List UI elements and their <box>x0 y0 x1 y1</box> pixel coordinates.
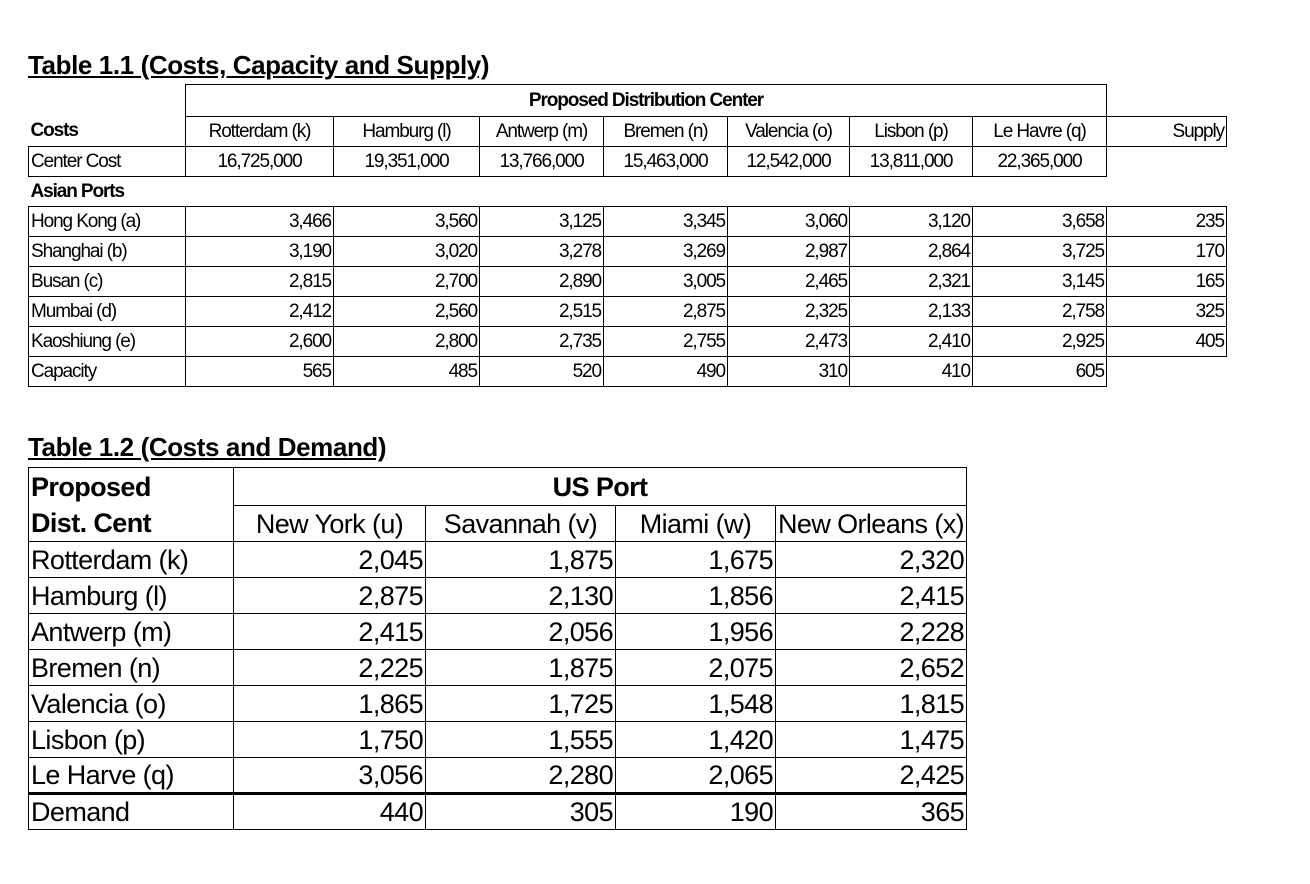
table-cell: 1,548 <box>616 686 776 722</box>
table-cell: 2,560 <box>334 297 480 327</box>
table-cell: 3,060 <box>728 207 850 237</box>
table-cell: 305 <box>426 794 616 830</box>
proposed-distribution-center-header: Proposed Distribution Center <box>186 85 1107 117</box>
table-cell: 2,075 <box>616 650 776 686</box>
table-cell: 2,130 <box>426 578 616 614</box>
row-label: Center Cost <box>29 147 186 177</box>
row-label: Demand <box>29 794 234 830</box>
table-cell: 190 <box>616 794 776 830</box>
table-cell: 2,133 <box>850 297 973 327</box>
table-1-1-caption: Table 1.1 (Costs, Capacity and Supply) <box>28 50 490 80</box>
table-cell: 2,065 <box>616 758 776 794</box>
table-row <box>29 297 1227 327</box>
table-cell: 3,658 <box>973 207 1107 237</box>
table-cell: 12,542,000 <box>728 147 850 177</box>
table-cell: 2,925 <box>973 327 1107 357</box>
table-cell: 2,987 <box>728 237 850 267</box>
table-cell: 520 <box>480 357 604 387</box>
row-label: Valencia (o) <box>29 686 234 722</box>
table-row <box>29 614 967 650</box>
table-cell: 605 <box>973 357 1107 387</box>
table-cell: 1,856 <box>616 578 776 614</box>
row-label: Antwerp (m) <box>29 614 234 650</box>
row-label: Busan (c) <box>29 267 186 297</box>
row-label: Mumbai (d) <box>29 297 186 327</box>
proposed-label: Proposed <box>29 468 234 506</box>
supply-cell: 235 <box>1107 207 1227 237</box>
table-cell: 1,875 <box>426 650 616 686</box>
column-header: Lisbon (p) <box>850 117 973 147</box>
table-cell: 2,415 <box>776 578 967 614</box>
table-cell: 1,725 <box>426 686 616 722</box>
table-cell: 2,600 <box>186 327 334 357</box>
table-cell: 2,465 <box>728 267 850 297</box>
table-cell: 2,056 <box>426 614 616 650</box>
table-cell: 2,225 <box>234 650 426 686</box>
table-cell: 2,515 <box>480 297 604 327</box>
table-cell: 1,815 <box>776 686 967 722</box>
table-cell: 3,120 <box>850 207 973 237</box>
table-cell: 3,005 <box>604 267 728 297</box>
capacity-row <box>29 357 1227 387</box>
table-cell: 3,560 <box>334 207 480 237</box>
table-cell: 1,865 <box>234 686 426 722</box>
row-label: Capacity <box>29 357 186 387</box>
table-cell: 565 <box>186 357 334 387</box>
table-cell: 22,365,000 <box>973 147 1107 177</box>
column-header: New Orleans (x) <box>776 506 967 542</box>
center-cost-row <box>29 147 1227 177</box>
column-header: Antwerp (m) <box>480 117 604 147</box>
row-label: Le Harve (q) <box>29 758 234 794</box>
table-cell: 3,125 <box>480 207 604 237</box>
table-cell: 2,758 <box>973 297 1107 327</box>
costs-demand-table <box>28 467 967 830</box>
table-cell: 16,725,000 <box>186 147 334 177</box>
column-header: Rotterdam (k) <box>186 117 334 147</box>
table-row <box>29 207 1227 237</box>
table-cell: 3,278 <box>480 237 604 267</box>
table-cell: 15,463,000 <box>604 147 728 177</box>
table-cell: 2,412 <box>186 297 334 327</box>
table-cell: 1,555 <box>426 722 616 758</box>
table-cell: 3,345 <box>604 207 728 237</box>
table-cell: 2,473 <box>728 327 850 357</box>
row-label: Hamburg (l) <box>29 578 234 614</box>
table-cell: 2,875 <box>234 578 426 614</box>
table-row <box>29 237 1227 267</box>
row-label: Lisbon (p) <box>29 722 234 758</box>
column-header: Bremen (n) <box>604 117 728 147</box>
row-label: Kaoshiung (e) <box>29 327 186 357</box>
table-cell: 2,815 <box>186 267 334 297</box>
table-cell: 2,890 <box>480 267 604 297</box>
supply-cell: 170 <box>1107 237 1227 267</box>
table-cell: 19,351,000 <box>334 147 480 177</box>
table-cell: 2,410 <box>850 327 973 357</box>
table-row <box>29 722 967 758</box>
table-cell: 2,415 <box>234 614 426 650</box>
table-cell: 365 <box>776 794 967 830</box>
table-cell: 1,675 <box>616 542 776 578</box>
table-cell: 2,325 <box>728 297 850 327</box>
table-cell: 3,725 <box>973 237 1107 267</box>
table-row <box>29 578 967 614</box>
column-header: Hamburg (l) <box>334 117 480 147</box>
column-header: Valencia (o) <box>728 117 850 147</box>
row-label: Shanghai (b) <box>29 237 186 267</box>
table-cell: 3,466 <box>186 207 334 237</box>
supply-cell: 165 <box>1107 267 1227 297</box>
table-row <box>29 758 967 794</box>
table-cell: 3,190 <box>186 237 334 267</box>
table-cell: 3,056 <box>234 758 426 794</box>
table-cell: 2,875 <box>604 297 728 327</box>
row-label: Rotterdam (k) <box>29 542 234 578</box>
row-label: Hong Kong (a) <box>29 207 186 237</box>
column-header: New York (u) <box>234 506 426 542</box>
table-cell: 13,766,000 <box>480 147 604 177</box>
table-1-2-caption: Table 1.2 (Costs and Demand) <box>28 432 387 462</box>
dist-cent-label: Dist. Cent <box>29 506 234 542</box>
table-cell: 1,420 <box>616 722 776 758</box>
us-port-header: US Port <box>234 468 967 506</box>
supply-header: Supply <box>1107 117 1227 147</box>
column-header: Savannah (v) <box>426 506 616 542</box>
table-cell: 2,280 <box>426 758 616 794</box>
table-cell: 490 <box>604 357 728 387</box>
table-cell: 1,475 <box>776 722 967 758</box>
table-row <box>29 542 967 578</box>
table-cell: 1,750 <box>234 722 426 758</box>
supply-cell: 405 <box>1107 327 1227 357</box>
table-cell: 2,425 <box>776 758 967 794</box>
table-cell: 485 <box>334 357 480 387</box>
table-cell: 410 <box>850 357 973 387</box>
table-cell: 2,321 <box>850 267 973 297</box>
table-cell: 3,145 <box>973 267 1107 297</box>
table-cell: 2,864 <box>850 237 973 267</box>
table-cell: 3,020 <box>334 237 480 267</box>
supply-cell: 325 <box>1107 297 1227 327</box>
asian-ports-label: Asian Ports <box>30 180 124 202</box>
table-row <box>29 267 1227 297</box>
table-cell: 2,800 <box>334 327 480 357</box>
demand-row <box>29 794 967 830</box>
table-cell: 310 <box>728 357 850 387</box>
table-row <box>29 327 1227 357</box>
table-cell: 2,755 <box>604 327 728 357</box>
costs-capacity-supply-table <box>28 84 1227 387</box>
table-cell: 2,320 <box>776 542 967 578</box>
table-cell: 2,045 <box>234 542 426 578</box>
table-row <box>29 650 967 686</box>
column-header: Le Havre (q) <box>973 117 1107 147</box>
table-cell: 2,735 <box>480 327 604 357</box>
table-cell: 2,652 <box>776 650 967 686</box>
table-cell: 3,269 <box>604 237 728 267</box>
table-cell: 440 <box>234 794 426 830</box>
costs-label: Costs <box>30 120 78 142</box>
row-label: Bremen (n) <box>29 650 234 686</box>
table-cell: 1,956 <box>616 614 776 650</box>
table-cell: 13,811,000 <box>850 147 973 177</box>
table-cell: 1,875 <box>426 542 616 578</box>
table-cell: 2,228 <box>776 614 967 650</box>
table-cell: 2,700 <box>334 267 480 297</box>
table-row <box>29 686 967 722</box>
column-header: Miami (w) <box>616 506 776 542</box>
